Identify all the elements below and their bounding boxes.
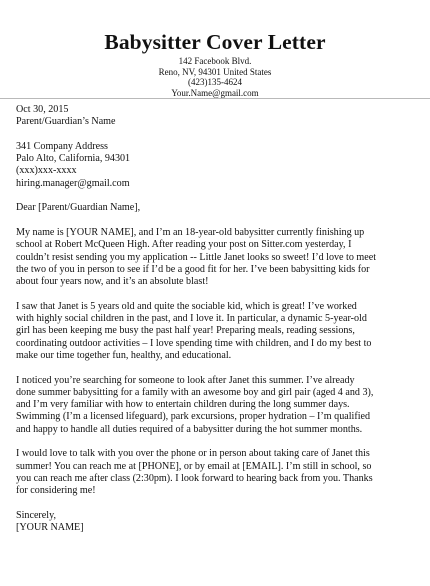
paragraph-line: you can reach me after class (2:30pm). I look forward to hearing back from you. Thanks bbox=[16, 472, 373, 484]
letter-body bbox=[16, 104, 418, 534]
paragraph-4 bbox=[16, 448, 418, 497]
letter-date: Oct 30, 2015 bbox=[16, 104, 69, 115]
paragraph-line: about four years now, and it’s an absolute blast! bbox=[16, 276, 209, 288]
recipient-address2: Palo Alto, California, 94301 bbox=[16, 153, 131, 165]
sender-contact-block bbox=[0, 56, 430, 98]
paragraph-line: summer! You can reach me at [PHONE], or by email at [EMAIL]. I’m still in school, so bbox=[16, 460, 372, 472]
sender-address-line1: 142 Facebook Blvd. bbox=[178, 56, 252, 66]
paragraph-line: coordinating outdoor activities – I love spending time with children, and I do my best to bbox=[16, 337, 372, 349]
paragraph-line: and happy to handle all duties required of a babysitter during the hot summer months. bbox=[16, 423, 363, 435]
paragraph-line: done summer babysitting for a family with an awesome boy and girl pair (aged 4 and 3), bbox=[16, 386, 374, 398]
header-divider bbox=[0, 98, 430, 99]
paragraph-line: I noticed you’re searching for someone to look after Janet this summer. I’ve already bbox=[16, 374, 355, 386]
recipient-name: Parent/Guardian’s Name bbox=[16, 116, 116, 128]
paragraph-1 bbox=[16, 227, 418, 288]
paragraph-line: for considering me! bbox=[16, 485, 96, 497]
paragraph-line: I saw that Janet is 5 years old and quite the sociable kid, which is great! I’ve worked bbox=[16, 300, 357, 312]
paragraph-line: couldn’t resist sending you my application -- Little Janet looks so sweet! I’d love to meet bbox=[16, 251, 377, 263]
paragraph-3 bbox=[16, 375, 418, 436]
paragraph-line: Swimming (I’m a licensed lifeguard), park excursions, proper hydration – I’m qualified bbox=[16, 411, 371, 423]
recipient-phone: (xxx)xxx-xxxx bbox=[16, 165, 77, 177]
signature: [YOUR NAME] bbox=[16, 522, 84, 534]
paragraph-line: and I’m very familiar with how to entertain children during the long summer days. bbox=[16, 399, 350, 411]
paragraph-line: make our time together fun, healthy, and educational. bbox=[16, 349, 232, 361]
paragraph-line: girl has been keeping me busy the past half year! Preparing meals, reading sessions, bbox=[16, 325, 355, 337]
document-title: Babysitter Cover Letter bbox=[104, 30, 326, 54]
salutation: Dear [Parent/Guardian Name], bbox=[16, 202, 141, 214]
paragraph-line: I would love to talk with you over the phone or in person about taking care of Janet this bbox=[16, 448, 370, 460]
sender-email: Your.Name@gmail.com bbox=[171, 87, 259, 98]
recipient-address1: 341 Company Address bbox=[16, 140, 108, 152]
paragraph-line: My name is [YOUR NAME], and I’m an 18-year-old babysitter currently finishing up bbox=[16, 226, 365, 238]
paragraph-line: the two of you in person to see if I’d be a good fit for her. I’ve been babysitting kids for bbox=[16, 263, 370, 275]
paragraph-2 bbox=[16, 301, 418, 362]
paragraph-line: with highly social children in the past, and I love it. In particular, a dynamic 5-year-old bbox=[16, 313, 367, 325]
sender-address-line2: Reno, NV, 94301 United States bbox=[158, 66, 272, 77]
paragraph-line: school at Robert McQueen High. After reading your post on Sitter.com yesterday, I bbox=[16, 239, 352, 251]
closing: Sincerely, bbox=[16, 509, 56, 521]
sender-phone: (423)135-4624 bbox=[188, 77, 242, 88]
recipient-email: hiring.manager@gmail.com bbox=[16, 177, 130, 189]
